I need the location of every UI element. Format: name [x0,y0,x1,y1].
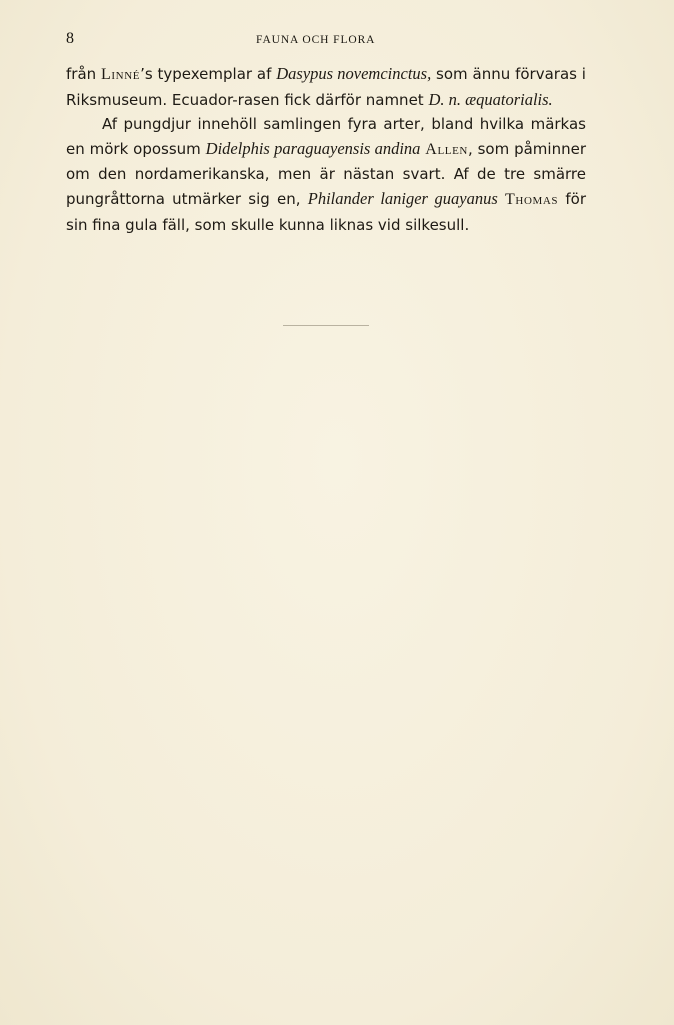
page-number: 8 [66,30,74,47]
species-name-dasypus: Dasypus novemcinctus, [276,64,432,83]
section-divider [283,325,369,326]
text-span: ’s typexemplar af [140,65,277,83]
author-name-linne: Linné [101,66,141,83]
text-span: , som påminner om den nordamerikanska, men är nästan svart. Af de tre smärre pungråttorna utmärker sig en, [66,139,586,208]
running-head: FAUNA OCH FLORA [256,34,376,46]
paragraph-2 [66,112,586,237]
text-span [498,190,505,208]
author-name-allen: Allen [425,140,468,158]
page-header [66,30,588,48]
paragraph-1 [66,62,586,112]
text-span: från [66,65,102,83]
species-name-didelphis: Didelphis paraguayensis andina [205,138,421,158]
text-span: Af pungdjur innehöll samlingen fyra arter, bland hvilka märkas en mörk opossum [66,115,586,158]
text-span: som ännu förvaras i Riksmuseum. Ecuador-rasen fick därför namnet [66,65,586,109]
text-span: för sin fina gula fäll, som skulle kunna liknas vid silkesull. [66,189,586,234]
species-name-philander: Philander laniger guayanus [307,188,498,208]
author-name-thomas: Thomas [505,190,559,208]
subspecies-name-aequatorialis: D. n. æquatorialis. [428,89,553,109]
body-text [66,62,586,237]
